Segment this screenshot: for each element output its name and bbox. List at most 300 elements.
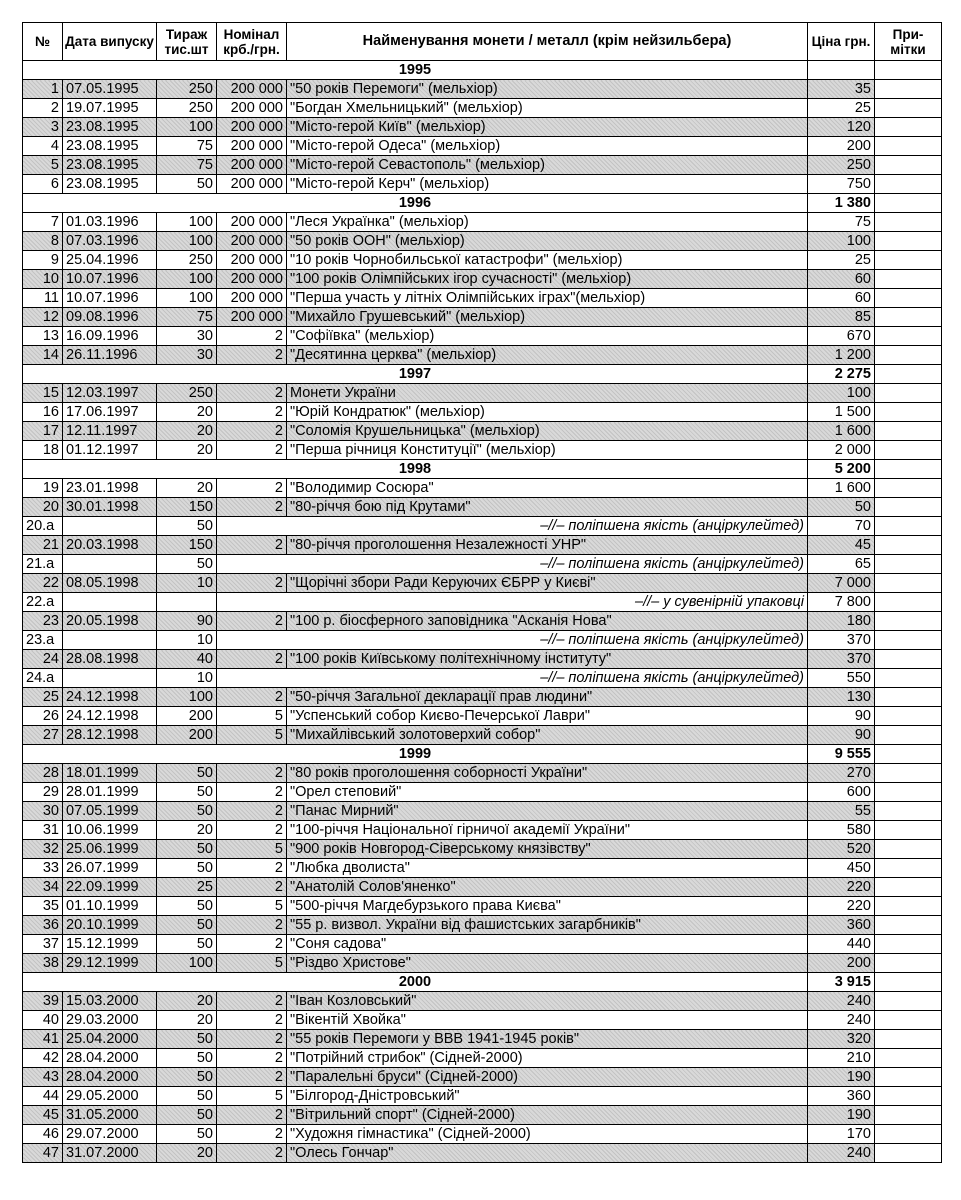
mintage: 20 (157, 992, 217, 1011)
mintage: 50 (157, 555, 217, 574)
mintage: 50 (157, 1068, 217, 1087)
price: 320 (808, 1030, 875, 1049)
issue-date: 23.01.1998 (63, 479, 157, 498)
coin-name: "Щорічні збори Ради Керуючих ЄБРР у Києві" (287, 574, 808, 593)
issue-date: 09.08.1996 (63, 308, 157, 327)
issue-date: 07.05.1999 (63, 802, 157, 821)
row-number: 7 (23, 213, 63, 232)
price: 360 (808, 1087, 875, 1106)
row-number: 31 (23, 821, 63, 840)
coin-name: "Місто-герой Керч" (мельхіор) (287, 175, 808, 194)
notes-cell (875, 954, 942, 973)
denomination: 2 (217, 441, 287, 460)
coin-name: "Соня садова" (287, 935, 808, 954)
mintage: 150 (157, 498, 217, 517)
price: 7 800 (808, 593, 875, 612)
price: 200 (808, 954, 875, 973)
notes-cell (875, 118, 942, 137)
coin-name: "900 років Новгород-Сіверському князівству" (287, 840, 808, 859)
denomination: 200 000 (217, 156, 287, 175)
table-row (23, 1087, 942, 1106)
mintage: 50 (157, 1125, 217, 1144)
denomination: 2 (217, 1125, 287, 1144)
denomination: 200 000 (217, 80, 287, 99)
table-row (23, 232, 942, 251)
denomination: 2 (217, 612, 287, 631)
year-section-row (23, 745, 942, 764)
row-number: 32 (23, 840, 63, 859)
mintage: 50 (157, 802, 217, 821)
coin-name: "Місто-герой Севастополь" (мельхіор) (287, 156, 808, 175)
year-total: 5 200 (808, 460, 875, 479)
notes-cell (875, 346, 942, 365)
row-number: 42 (23, 1049, 63, 1068)
row-number: 3 (23, 118, 63, 137)
issue-date: 28.12.1998 (63, 726, 157, 745)
mintage: 50 (157, 935, 217, 954)
coin-name: "Перша річниця Конституції" (мельхіор) (287, 441, 808, 460)
year-total: 1 380 (808, 194, 875, 213)
issue-date: 18.01.1999 (63, 764, 157, 783)
denomination: 200 000 (217, 270, 287, 289)
table-row (23, 251, 942, 270)
notes-cell (875, 156, 942, 175)
price: 450 (808, 859, 875, 878)
coin-name: "Софіївка" (мельхіор) (287, 327, 808, 346)
price: 60 (808, 289, 875, 308)
row-number: 24.а (23, 669, 63, 688)
issue-date: 12.03.1997 (63, 384, 157, 403)
price: 2 000 (808, 441, 875, 460)
issue-date: 01.03.1996 (63, 213, 157, 232)
coin-name: "50 років Перемоги" (мельхіор) (287, 80, 808, 99)
denomination: 200 000 (217, 118, 287, 137)
table-row (23, 441, 942, 460)
mintage: 20 (157, 403, 217, 422)
price: 1 500 (808, 403, 875, 422)
mintage: 50 (157, 517, 217, 536)
header-row (23, 23, 942, 61)
mintage: 250 (157, 384, 217, 403)
row-number: 28 (23, 764, 63, 783)
year-total: 2 275 (808, 365, 875, 384)
mintage: 75 (157, 137, 217, 156)
price: 550 (808, 669, 875, 688)
row-number: 38 (23, 954, 63, 973)
price: 240 (808, 1011, 875, 1030)
mintage: 10 (157, 631, 217, 650)
price: 580 (808, 821, 875, 840)
table-row (23, 574, 942, 593)
denomination: 2 (217, 859, 287, 878)
variant-description: –//– поліпшена якість (анціркулейтед) (217, 517, 808, 536)
notes-cell (875, 612, 942, 631)
denomination: 2 (217, 479, 287, 498)
denomination: 5 (217, 840, 287, 859)
mintage: 40 (157, 650, 217, 669)
notes-cell (875, 555, 942, 574)
price: 1 600 (808, 422, 875, 441)
denomination: 2 (217, 327, 287, 346)
notes-cell (875, 251, 942, 270)
denomination: 200 000 (217, 308, 287, 327)
price: 100 (808, 384, 875, 403)
price: 60 (808, 270, 875, 289)
denomination: 200 000 (217, 213, 287, 232)
table-row (23, 99, 942, 118)
table-row (23, 650, 942, 669)
header-coin-name: Найменування монети / металл (крім нейзильбера) (287, 23, 808, 61)
table-row (23, 327, 942, 346)
notes-cell (875, 536, 942, 555)
notes-cell (875, 403, 942, 422)
issue-date: 28.04.2000 (63, 1049, 157, 1068)
issue-date (63, 555, 157, 574)
coin-name: "Білгород-Дністровський" (287, 1087, 808, 1106)
mintage: 50 (157, 764, 217, 783)
variant-row (23, 593, 942, 612)
issue-date: 29.03.2000 (63, 1011, 157, 1030)
notes-cell (875, 194, 942, 213)
row-number: 17 (23, 422, 63, 441)
price: 70 (808, 517, 875, 536)
price: 75 (808, 213, 875, 232)
year-label: 1999 (23, 745, 808, 764)
coin-name: "80-річчя проголошення Незалежності УНР" (287, 536, 808, 555)
notes-cell (875, 726, 942, 745)
table-row (23, 878, 942, 897)
variant-description: –//– у сувенірній упаковці (217, 593, 808, 612)
price: 270 (808, 764, 875, 783)
row-number: 8 (23, 232, 63, 251)
denomination: 2 (217, 1144, 287, 1163)
coin-name: "Різдво Христове" (287, 954, 808, 973)
denomination: 200 000 (217, 251, 287, 270)
table-row (23, 1011, 942, 1030)
coin-name: "Місто-герой Київ" (мельхіор) (287, 118, 808, 137)
price: 360 (808, 916, 875, 935)
issue-date: 23.08.1995 (63, 118, 157, 137)
coin-name: "Олесь Гончар" (287, 1144, 808, 1163)
issue-date: 07.05.1995 (63, 80, 157, 99)
mintage: 20 (157, 479, 217, 498)
issue-date: 12.11.1997 (63, 422, 157, 441)
table-row (23, 1068, 942, 1087)
table-row (23, 688, 942, 707)
table-row (23, 764, 942, 783)
row-number: 14 (23, 346, 63, 365)
denomination: 2 (217, 498, 287, 517)
notes-cell (875, 460, 942, 479)
price: 50 (808, 498, 875, 517)
mintage: 75 (157, 156, 217, 175)
notes-cell (875, 327, 942, 346)
coin-name: "500-річчя Магдебурзького права Києва" (287, 897, 808, 916)
coin-name: "100 років Київському політехнічному інституту" (287, 650, 808, 669)
row-number: 4 (23, 137, 63, 156)
issue-date: 08.05.1998 (63, 574, 157, 593)
notes-cell (875, 308, 942, 327)
notes-cell (875, 270, 942, 289)
denomination: 5 (217, 707, 287, 726)
issue-date (63, 631, 157, 650)
table-row (23, 1106, 942, 1125)
price: 190 (808, 1068, 875, 1087)
row-number: 34 (23, 878, 63, 897)
denomination: 200 000 (217, 289, 287, 308)
table-row (23, 289, 942, 308)
denomination: 2 (217, 916, 287, 935)
variant-row (23, 631, 942, 650)
issue-date: 31.07.2000 (63, 1144, 157, 1163)
coin-name: "50-річчя Загальної декларації прав людини" (287, 688, 808, 707)
mintage: 20 (157, 441, 217, 460)
issue-date: 30.01.1998 (63, 498, 157, 517)
mintage: 150 (157, 536, 217, 555)
row-number: 33 (23, 859, 63, 878)
price: 55 (808, 802, 875, 821)
denomination: 2 (217, 422, 287, 441)
issue-date: 23.08.1995 (63, 156, 157, 175)
row-number: 24 (23, 650, 63, 669)
coin-name: "Володимир Сосюра" (287, 479, 808, 498)
mintage: 100 (157, 688, 217, 707)
price: 100 (808, 232, 875, 251)
notes-cell (875, 840, 942, 859)
issue-date: 16.09.1996 (63, 327, 157, 346)
price: 65 (808, 555, 875, 574)
mintage: 100 (157, 118, 217, 137)
variant-row (23, 555, 942, 574)
price: 25 (808, 99, 875, 118)
coin-name: "Іван Козловський" (287, 992, 808, 1011)
year-label: 1996 (23, 194, 808, 213)
coin-name: "Вікентій Хвойка" (287, 1011, 808, 1030)
notes-cell (875, 1068, 942, 1087)
row-number: 21 (23, 536, 63, 555)
notes-cell (875, 935, 942, 954)
notes-cell (875, 479, 942, 498)
coin-name: "100-річчя Національної гірничої академії України" (287, 821, 808, 840)
issue-date: 25.06.1999 (63, 840, 157, 859)
coin-name: "100 р. біосферного заповідника "Асканія Нова" (287, 612, 808, 631)
row-number: 15 (23, 384, 63, 403)
notes-cell (875, 175, 942, 194)
table-row (23, 479, 942, 498)
denomination: 5 (217, 1087, 287, 1106)
row-number: 35 (23, 897, 63, 916)
issue-date (63, 517, 157, 536)
coin-name: "Потрійний стрибок" (Сідней-2000) (287, 1049, 808, 1068)
coin-name: "10 років Чорнобильської катастрофи" (мельхіор) (287, 251, 808, 270)
denomination: 5 (217, 897, 287, 916)
mintage: 90 (157, 612, 217, 631)
mintage: 25 (157, 878, 217, 897)
table-row (23, 1030, 942, 1049)
denomination: 5 (217, 954, 287, 973)
notes-cell (875, 61, 942, 80)
row-number: 43 (23, 1068, 63, 1087)
year-total (808, 61, 875, 80)
variant-description: –//– поліпшена якість (анціркулейтед) (217, 631, 808, 650)
mintage: 20 (157, 422, 217, 441)
issue-date: 24.12.1998 (63, 707, 157, 726)
coin-name: "Анатолій Солов'яненко" (287, 878, 808, 897)
notes-cell (875, 631, 942, 650)
issue-date: 29.05.2000 (63, 1087, 157, 1106)
issue-date: 19.07.1995 (63, 99, 157, 118)
denomination: 200 000 (217, 232, 287, 251)
year-section-row (23, 194, 942, 213)
issue-date: 23.08.1995 (63, 137, 157, 156)
mintage: 20 (157, 821, 217, 840)
row-number: 22.а (23, 593, 63, 612)
mintage (157, 593, 217, 612)
table-row (23, 821, 942, 840)
row-number: 11 (23, 289, 63, 308)
table-row (23, 308, 942, 327)
row-number: 39 (23, 992, 63, 1011)
table-row (23, 137, 942, 156)
mintage: 250 (157, 251, 217, 270)
table-row (23, 954, 942, 973)
issue-date: 20.05.1998 (63, 612, 157, 631)
issue-date: 10.06.1999 (63, 821, 157, 840)
denomination: 2 (217, 992, 287, 1011)
year-label: 2000 (23, 973, 808, 992)
year-label: 1997 (23, 365, 808, 384)
header-price: Ціна грн. (808, 23, 875, 61)
denomination: 2 (217, 384, 287, 403)
issue-date: 26.07.1999 (63, 859, 157, 878)
row-number: 9 (23, 251, 63, 270)
notes-cell (875, 688, 942, 707)
table-row (23, 726, 942, 745)
mintage: 100 (157, 270, 217, 289)
coin-name: "Десятинна церква" (мельхіор) (287, 346, 808, 365)
row-number: 13 (23, 327, 63, 346)
notes-cell (875, 859, 942, 878)
notes-cell (875, 365, 942, 384)
header-mintage: Тираж тис.шт (157, 23, 217, 61)
row-number: 47 (23, 1144, 63, 1163)
price: 240 (808, 992, 875, 1011)
year-section-row (23, 365, 942, 384)
row-number: 25 (23, 688, 63, 707)
issue-date: 22.09.1999 (63, 878, 157, 897)
table-row (23, 118, 942, 137)
denomination: 200 000 (217, 99, 287, 118)
table-row (23, 1125, 942, 1144)
price: 25 (808, 251, 875, 270)
year-section-row (23, 973, 942, 992)
row-number: 36 (23, 916, 63, 935)
row-number: 20.а (23, 517, 63, 536)
denomination: 2 (217, 1049, 287, 1068)
denomination: 2 (217, 935, 287, 954)
notes-cell (875, 593, 942, 612)
issue-date: 10.07.1996 (63, 289, 157, 308)
price: 200 (808, 137, 875, 156)
mintage: 100 (157, 232, 217, 251)
header-denomination: Номінал крб./грн. (217, 23, 287, 61)
price: 520 (808, 840, 875, 859)
notes-cell (875, 897, 942, 916)
row-number: 23 (23, 612, 63, 631)
price: 210 (808, 1049, 875, 1068)
coin-name: "Соломія Крушельницька" (мельхіор) (287, 422, 808, 441)
table-row (23, 384, 942, 403)
notes-cell (875, 783, 942, 802)
coin-name: "Богдан Хмельницький" (мельхіор) (287, 99, 808, 118)
mintage: 10 (157, 574, 217, 593)
table-row (23, 612, 942, 631)
notes-cell (875, 821, 942, 840)
row-number: 5 (23, 156, 63, 175)
table-row (23, 783, 942, 802)
coin-name: "55 р. визвол. України від фашистських загарбників" (287, 916, 808, 935)
row-number: 45 (23, 1106, 63, 1125)
row-number: 6 (23, 175, 63, 194)
price: 45 (808, 536, 875, 555)
notes-cell (875, 1011, 942, 1030)
issue-date: 24.12.1998 (63, 688, 157, 707)
table-row (23, 175, 942, 194)
mintage: 30 (157, 346, 217, 365)
mintage: 50 (157, 1030, 217, 1049)
coin-name: "Леся Українка" (мельхіор) (287, 213, 808, 232)
coin-name: "50 років ООН" (мельхіор) (287, 232, 808, 251)
denomination: 2 (217, 802, 287, 821)
price: 370 (808, 631, 875, 650)
year-section-row (23, 460, 942, 479)
notes-cell (875, 1144, 942, 1163)
notes-cell (875, 574, 942, 593)
year-label: 1995 (23, 61, 808, 80)
coin-catalog-table (22, 22, 942, 1163)
notes-cell (875, 441, 942, 460)
mintage: 30 (157, 327, 217, 346)
coin-name: "Художня гімнастика" (Сідней-2000) (287, 1125, 808, 1144)
notes-cell (875, 802, 942, 821)
row-number: 22 (23, 574, 63, 593)
denomination: 2 (217, 688, 287, 707)
row-number: 10 (23, 270, 63, 289)
table-row (23, 1049, 942, 1068)
mintage: 50 (157, 1106, 217, 1125)
price: 130 (808, 688, 875, 707)
table-row (23, 707, 942, 726)
denomination: 2 (217, 403, 287, 422)
header-number: № (23, 23, 63, 61)
issue-date: 07.03.1996 (63, 232, 157, 251)
year-label: 1998 (23, 460, 808, 479)
table-row (23, 536, 942, 555)
mintage: 20 (157, 1144, 217, 1163)
issue-date: 01.10.1999 (63, 897, 157, 916)
row-number: 44 (23, 1087, 63, 1106)
table-row (23, 897, 942, 916)
row-number: 2 (23, 99, 63, 118)
issue-date: 01.12.1997 (63, 441, 157, 460)
issue-date: 15.12.1999 (63, 935, 157, 954)
mintage: 100 (157, 289, 217, 308)
price: 7 000 (808, 574, 875, 593)
denomination: 2 (217, 536, 287, 555)
denomination: 2 (217, 1030, 287, 1049)
denomination: 2 (217, 878, 287, 897)
mintage: 50 (157, 783, 217, 802)
